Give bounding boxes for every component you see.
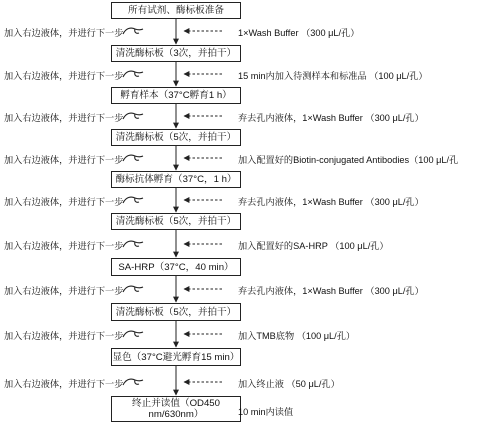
step-box-10: 终止并读值（OD450 nm/630nm）: [111, 396, 241, 422]
pipette-icon: [123, 379, 143, 385]
left-instruction-7: 加入右边液体，并进行下一步: [4, 286, 124, 296]
reagent-addition-6: 加入配置好的SA-HRP （100 μL/孔）: [238, 241, 389, 251]
pipette-icon: [123, 155, 143, 161]
pipette-icon: [123, 286, 143, 292]
pipette-icon: [123, 113, 143, 119]
reagent-addition-8: 加入TMB底物 （100 μL/孔）: [238, 331, 356, 341]
step-box-7: SA-HRP（37°C，40 min）: [111, 258, 241, 276]
left-instruction-5: 加入右边液体，并进行下一步: [4, 197, 124, 207]
reagent-addition-2: 15 min内加入待测样本和标准品 （100 μL/孔）: [238, 71, 428, 81]
step-box-6: 清洗酶标板（5次，并拍干）: [111, 213, 241, 230]
reagent-addition-3: 弃去孔内液体，1×Wash Buffer （300 μL/孔）: [238, 113, 424, 123]
left-instruction-8: 加入右边液体，并进行下一步: [4, 331, 124, 341]
left-instruction-9: 加入右边液体，并进行下一步: [4, 379, 124, 389]
pipette-icon: [123, 241, 143, 247]
pipette-icon: [123, 197, 143, 203]
pipette-icon: [123, 71, 143, 77]
pipette-icon: [123, 28, 143, 34]
step-box-1: 所有试剂、酶标板准备: [111, 2, 241, 19]
final-note: 10 min内读值: [238, 407, 294, 417]
left-instruction-3: 加入右边液体，并进行下一步: [4, 113, 124, 123]
step-box-3: 孵育样本（37°C孵育1 h）: [111, 87, 241, 104]
left-instruction-2: 加入右边液体，并进行下一步: [4, 71, 124, 81]
reagent-addition-1: 1×Wash Buffer （300 μL/孔）: [238, 28, 360, 38]
step-box-8: 清洗酶标板（5次，并拍干）: [111, 303, 241, 321]
reagent-addition-5: 弃去孔内液体，1×Wash Buffer （300 μL/孔）: [238, 197, 424, 207]
reagent-addition-9: 加入终止液 （50 μL/孔）: [238, 379, 340, 389]
pipette-icon: [123, 331, 143, 337]
step-box-5: 酶标抗体孵育（37°C，1 h）: [111, 171, 241, 188]
step-box-2: 清洗酶标板（3次，并拍干）: [111, 45, 241, 62]
left-instruction-6: 加入右边液体，并进行下一步: [4, 241, 124, 251]
left-instruction-4: 加入右边液体，并进行下一步: [4, 155, 124, 165]
reagent-addition-7: 弃去孔内液体，1×Wash Buffer （300 μL/孔）: [238, 286, 424, 296]
reagent-addition-4: 加入配置好的Biotin-conjugated Antibodies（100 μL/孔: [238, 155, 459, 165]
left-instruction-1: 加入右边液体，并进行下一步: [4, 28, 124, 38]
step-box-4: 清洗酶标板（5次，并拍干）: [111, 129, 241, 146]
step-box-9: 显色（37°C避光孵育15 min）: [111, 348, 241, 366]
